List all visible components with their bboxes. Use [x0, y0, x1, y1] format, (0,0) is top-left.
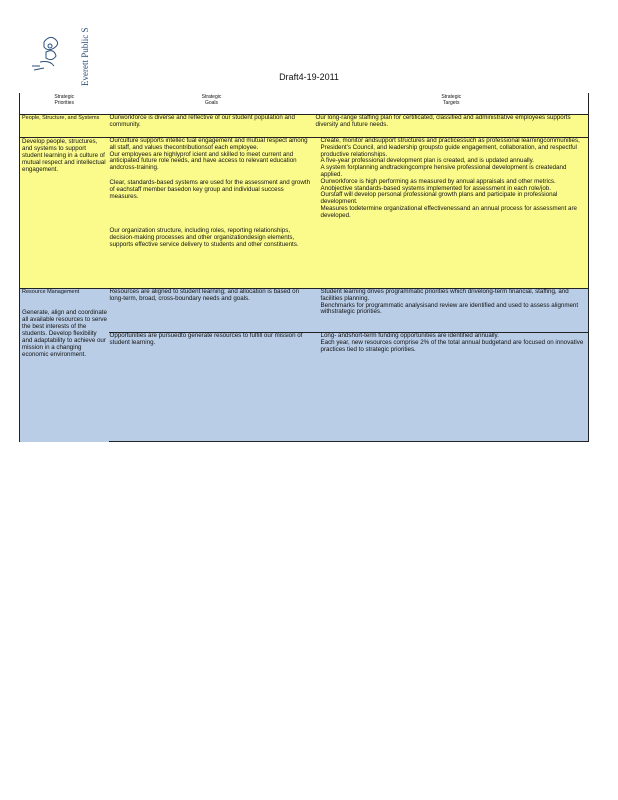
section2-target4: Each year, new resources comprise 2% of the total annual budgetand are focused on innovative practices tied to strategic priorities. [320, 338, 584, 353]
section1-row2 [20, 138, 589, 289]
section1-goal3: Our employees are highlyprof icient and skilled to meet current and anticipated future role needs, and have access to relevant education andcross-training. [109, 150, 297, 172]
section1-target3: A five-year professional development plan is created, and is updated annually. [320, 157, 534, 165]
header-targets-line2: Targets [443, 100, 460, 106]
section2-targets2 [315, 333, 589, 442]
section1-target6: Anobjective standards-based systems implemented for assessment in each role/job. [320, 184, 551, 192]
section2-description: Generate, align and coordinate all available resources to serve the best interests of the students. Develop flexibility and adaptability to achieve our mission in a changing economic environment. [22, 309, 107, 358]
section1-goals-list [109, 138, 315, 289]
section2-target2: Benchmarks for programmatic analysisand review are identified and used to assess alignment withstrategic priorities. [320, 301, 579, 316]
section1-label: People, Structure, and Systems [20, 115, 109, 138]
strategic-plan-table [19, 93, 589, 442]
header-priorities-line2: Priorities [54, 100, 74, 106]
section2-priority-cell [20, 289, 109, 442]
section2-targets1 [315, 289, 589, 333]
section1-target8: Measures todetermine organizational effectivenessand an annual process for assessment are developed. [320, 204, 577, 219]
header-row [20, 93, 589, 115]
section2-label: Resource Management [22, 289, 80, 295]
section1-target1: Our long-range staffing plan for certificated, classified and administrative employees supports diversity and future needs. [315, 115, 589, 138]
header-priorities-line1: Strategic [54, 94, 75, 100]
header-goals-line1: Strategic [201, 94, 222, 100]
section1-goal5: Our organization structure, including roles, reporting relationships, decision-making processes and other organizationdesign elements, supports effective service delivery to students and other constituents. [109, 227, 299, 248]
section1-goal1: Ourworkforce is diverse and reflective of our student population and community. [109, 115, 315, 138]
section1-goal4: Clear, standards-based systems are used for the assessment and growth of eachstaff member basedon key group and individual success measures. [109, 178, 311, 200]
section2-goal2: Opportunities are pursuedto generate resources to fulfill our mission of student learning. [109, 333, 315, 442]
section1-row1 [20, 115, 589, 138]
header-goals-line2: Goals [204, 100, 219, 106]
draft-label: Draft4-19-2011 [279, 72, 339, 82]
section1-targets-list [315, 138, 589, 289]
header-targets [315, 93, 589, 115]
section1-target7: Ourstaff will develop personal professional growth plans and participate in professional development. [320, 191, 558, 206]
section1-target5: Ourworkforce is high performing as measured by annual appraisals and other metrics. [320, 177, 556, 185]
section2-goal1: Resources are aligned to student learning; and allocation is based on long-term, broad, cross-boundary needs and goals. [109, 289, 315, 333]
section1-description: Develop people, structures, and systems to support student learning in a culture of mutual respect and intellectual engagement. [20, 138, 109, 289]
section2-target1: Student learning drives programmatic priorities which drivelong-term financial, staffing, and facilities planning. [320, 288, 569, 302]
section1-target4: A system forplanning andtrackingcompre hensive professional development is createdand applied. [320, 164, 567, 178]
section1-goal2: Ourculture supports intellec tual engagement and mutual respect among all staff, and values thecontributionsof each employee. [109, 137, 308, 151]
header-priorities [20, 93, 109, 115]
section2-target3: Long- andshort-term funding opportunities are identified annually. [320, 332, 499, 339]
header-targets-line1: Strategic [441, 94, 462, 100]
logo-text: Everett Public Schools [80, 28, 90, 86]
section1-target2: Create, monitor andsupport structures and practicessuch as professional learningcommunities, President's Council, and leadership groupsto guide engagement, collaboration, and respectful productive relationships. [320, 137, 580, 158]
header-goals [109, 93, 315, 115]
section2-row1 [20, 289, 589, 333]
